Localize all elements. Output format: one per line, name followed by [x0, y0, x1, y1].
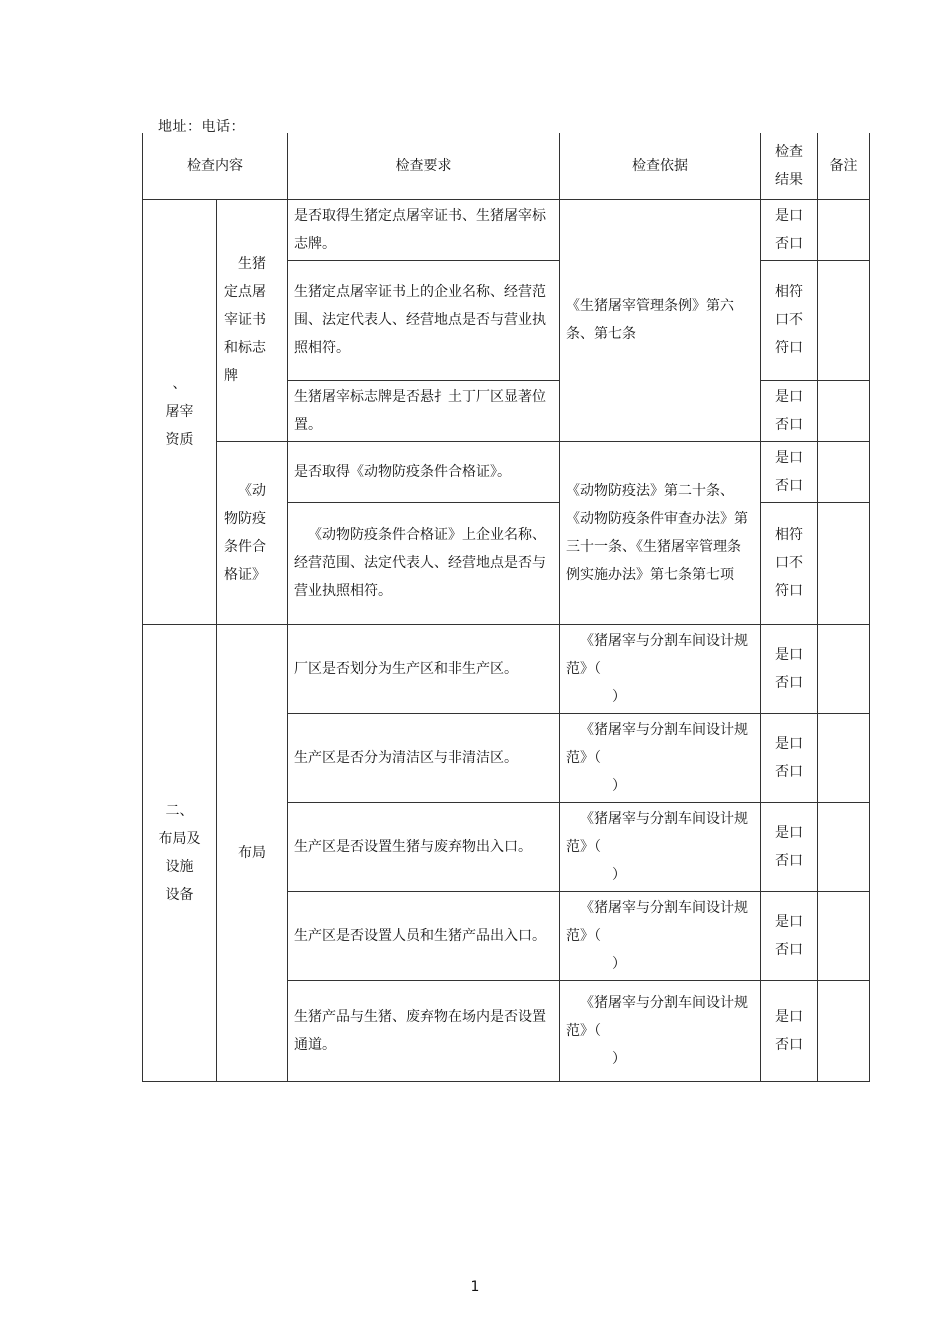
remark-cell[interactable]: [818, 802, 870, 891]
result-option[interactable]: 否口: [775, 416, 803, 433]
section1-category: [143, 199, 217, 624]
col-header-remark: 备注: [818, 133, 870, 199]
result-cell: [761, 441, 818, 502]
basis-text: 《猪屠宰与分割车间设计规范》（: [566, 810, 748, 855]
sub-line: 条件合: [224, 538, 266, 555]
basis-cell: [560, 980, 761, 1081]
address-phone-line: 地址：电话：: [158, 119, 245, 135]
sub-line: 和标志: [224, 340, 266, 356]
remark-cell[interactable]: [818, 441, 870, 502]
section2-category-line: 设施: [165, 858, 194, 875]
section2-category-line: 设备: [165, 886, 194, 903]
requirement-cell: 是否取得生猪定点屠宰证书、生猪屠宰标志牌。: [288, 199, 560, 260]
basis-text: 《猪屠宰与分割车间设计规范》（: [566, 632, 748, 677]
result-option[interactable]: 是口: [775, 646, 803, 663]
remark-cell[interactable]: [818, 380, 870, 441]
result-option[interactable]: 否口: [775, 941, 803, 958]
table-header-row: [143, 133, 870, 199]
sub-line: 生猪: [238, 256, 266, 272]
result-option[interactable]: 否口: [775, 852, 803, 869]
result-option[interactable]: 是口: [775, 207, 803, 224]
requirement-cell: 生猪产品与生猪、废弃物在场内是否设置通道。: [288, 980, 560, 1081]
section1-category-line: 屠宰: [165, 403, 194, 420]
result-cell: [761, 713, 818, 802]
result-option[interactable]: 否口: [775, 1036, 803, 1053]
requirement-cell: 厂区是否划分为生产区和非生产区。: [288, 624, 560, 713]
result-option[interactable]: 是口: [775, 824, 803, 841]
basis-cell: 《生猪屠宰管理条例》第六条、第七条: [560, 199, 761, 441]
result-option[interactable]: 口不: [775, 312, 803, 328]
sub-line: 物防疫: [224, 510, 266, 527]
result-cell: [761, 891, 818, 980]
requirement-cell: 生产区是否设置生猪与废弃物出入口。: [288, 802, 560, 891]
sub-line: 格证》: [224, 566, 266, 583]
result-option[interactable]: 是口: [775, 449, 803, 466]
section1-category-line: 、: [172, 375, 187, 392]
result-option[interactable]: 否口: [775, 235, 803, 252]
basis-cell: [560, 713, 761, 802]
basis-text: 《猪屠宰与分割车间设计规范》（: [566, 899, 748, 944]
col-header-requirement: 检查要求: [288, 133, 560, 199]
result-cell: [761, 502, 818, 624]
basis-text: 《猪屠宰与分割车间设计规范》（: [566, 994, 748, 1039]
sub-line: 牌: [224, 368, 238, 384]
table-row: [143, 441, 870, 502]
remark-cell[interactable]: [818, 891, 870, 980]
basis-close: ）: [612, 1050, 626, 1067]
basis-cell: 《动物防疫法》第二十条、《动物防疫条件审查办法》第三十一条、《生猪屠宰管理条例实施办法》第七条第七项: [560, 441, 761, 624]
result-cell: [761, 624, 818, 713]
remark-cell[interactable]: [818, 502, 870, 624]
result-option[interactable]: 符口: [775, 583, 803, 599]
basis-cell: [560, 802, 761, 891]
basis-close: ）: [612, 955, 626, 972]
remark-cell[interactable]: [818, 624, 870, 713]
result-option[interactable]: 否口: [775, 763, 803, 780]
basis-close: ）: [612, 688, 626, 705]
section1-subcategory-certificate: [217, 199, 288, 441]
requirement-cell: 生猪屠宰标志牌是否悬扌土丁厂区显著位置。: [288, 380, 560, 441]
sub-line: 《动: [238, 482, 266, 499]
table-row: [143, 199, 870, 260]
requirement-cell: 生猪定点屠宰证书上的企业名称、经营范围、法定代表人、经营地点是否与营业执照相符。: [288, 260, 560, 380]
requirement-cell: 是否取得《动物防疫条件合格证》。: [288, 441, 560, 502]
inspection-table: [142, 133, 870, 1082]
section1-subcategory-epidemic-cert: [217, 441, 288, 624]
result-option[interactable]: 口不: [775, 555, 803, 571]
col-header-result: [761, 133, 818, 199]
result-cell: [761, 802, 818, 891]
section2-category: [143, 624, 217, 1081]
result-option[interactable]: 是口: [775, 913, 803, 930]
basis-cell: [560, 891, 761, 980]
result-option[interactable]: 否口: [775, 477, 803, 494]
result-cell: [761, 199, 818, 260]
section1-category-line: 资质: [165, 431, 194, 448]
section2-category-line: 布局及: [158, 830, 201, 847]
sub-line: 定点屠: [224, 284, 266, 300]
section2-subcategory-layout: 布局: [217, 624, 288, 1081]
result-option[interactable]: 是口: [775, 1008, 803, 1025]
result-option[interactable]: 相符: [775, 284, 803, 300]
basis-text: 《猪屠宰与分割车间设计规范》（: [566, 721, 748, 766]
result-option[interactable]: 符口: [775, 340, 803, 356]
sub-line: 宰证书: [224, 312, 266, 328]
col-header-result-line2: 结果: [775, 171, 803, 188]
page-number: 1: [470, 1279, 480, 1295]
remark-cell[interactable]: [818, 260, 870, 380]
result-option[interactable]: 否口: [775, 674, 803, 691]
requirement-cell: 《动物防疫条件合格证》上企业名称、经营范围、法定代表人、经营地点是否与营业执照相符。: [288, 502, 560, 624]
remark-cell[interactable]: [818, 713, 870, 802]
table-row: [143, 624, 870, 713]
result-option[interactable]: 相符: [775, 527, 803, 543]
result-cell: [761, 980, 818, 1081]
result-option[interactable]: 是口: [775, 735, 803, 752]
result-cell: [761, 380, 818, 441]
col-header-content: 检查内容: [143, 133, 288, 199]
remark-cell[interactable]: [818, 199, 870, 260]
remark-cell[interactable]: [818, 980, 870, 1081]
basis-close: ）: [612, 777, 626, 794]
requirement-cell: 生产区是否分为清洁区与非清洁区。: [288, 713, 560, 802]
section2-category-line: 二、: [165, 802, 194, 819]
col-header-result-line1: 检查: [775, 143, 803, 160]
basis-close: ）: [612, 866, 626, 883]
col-header-basis: 检查依据: [560, 133, 761, 199]
basis-cell: [560, 624, 761, 713]
result-cell: [761, 260, 818, 380]
result-option[interactable]: 是口: [775, 388, 803, 405]
requirement-cell: 生产区是否设置人员和生猪产品出入口。: [288, 891, 560, 980]
